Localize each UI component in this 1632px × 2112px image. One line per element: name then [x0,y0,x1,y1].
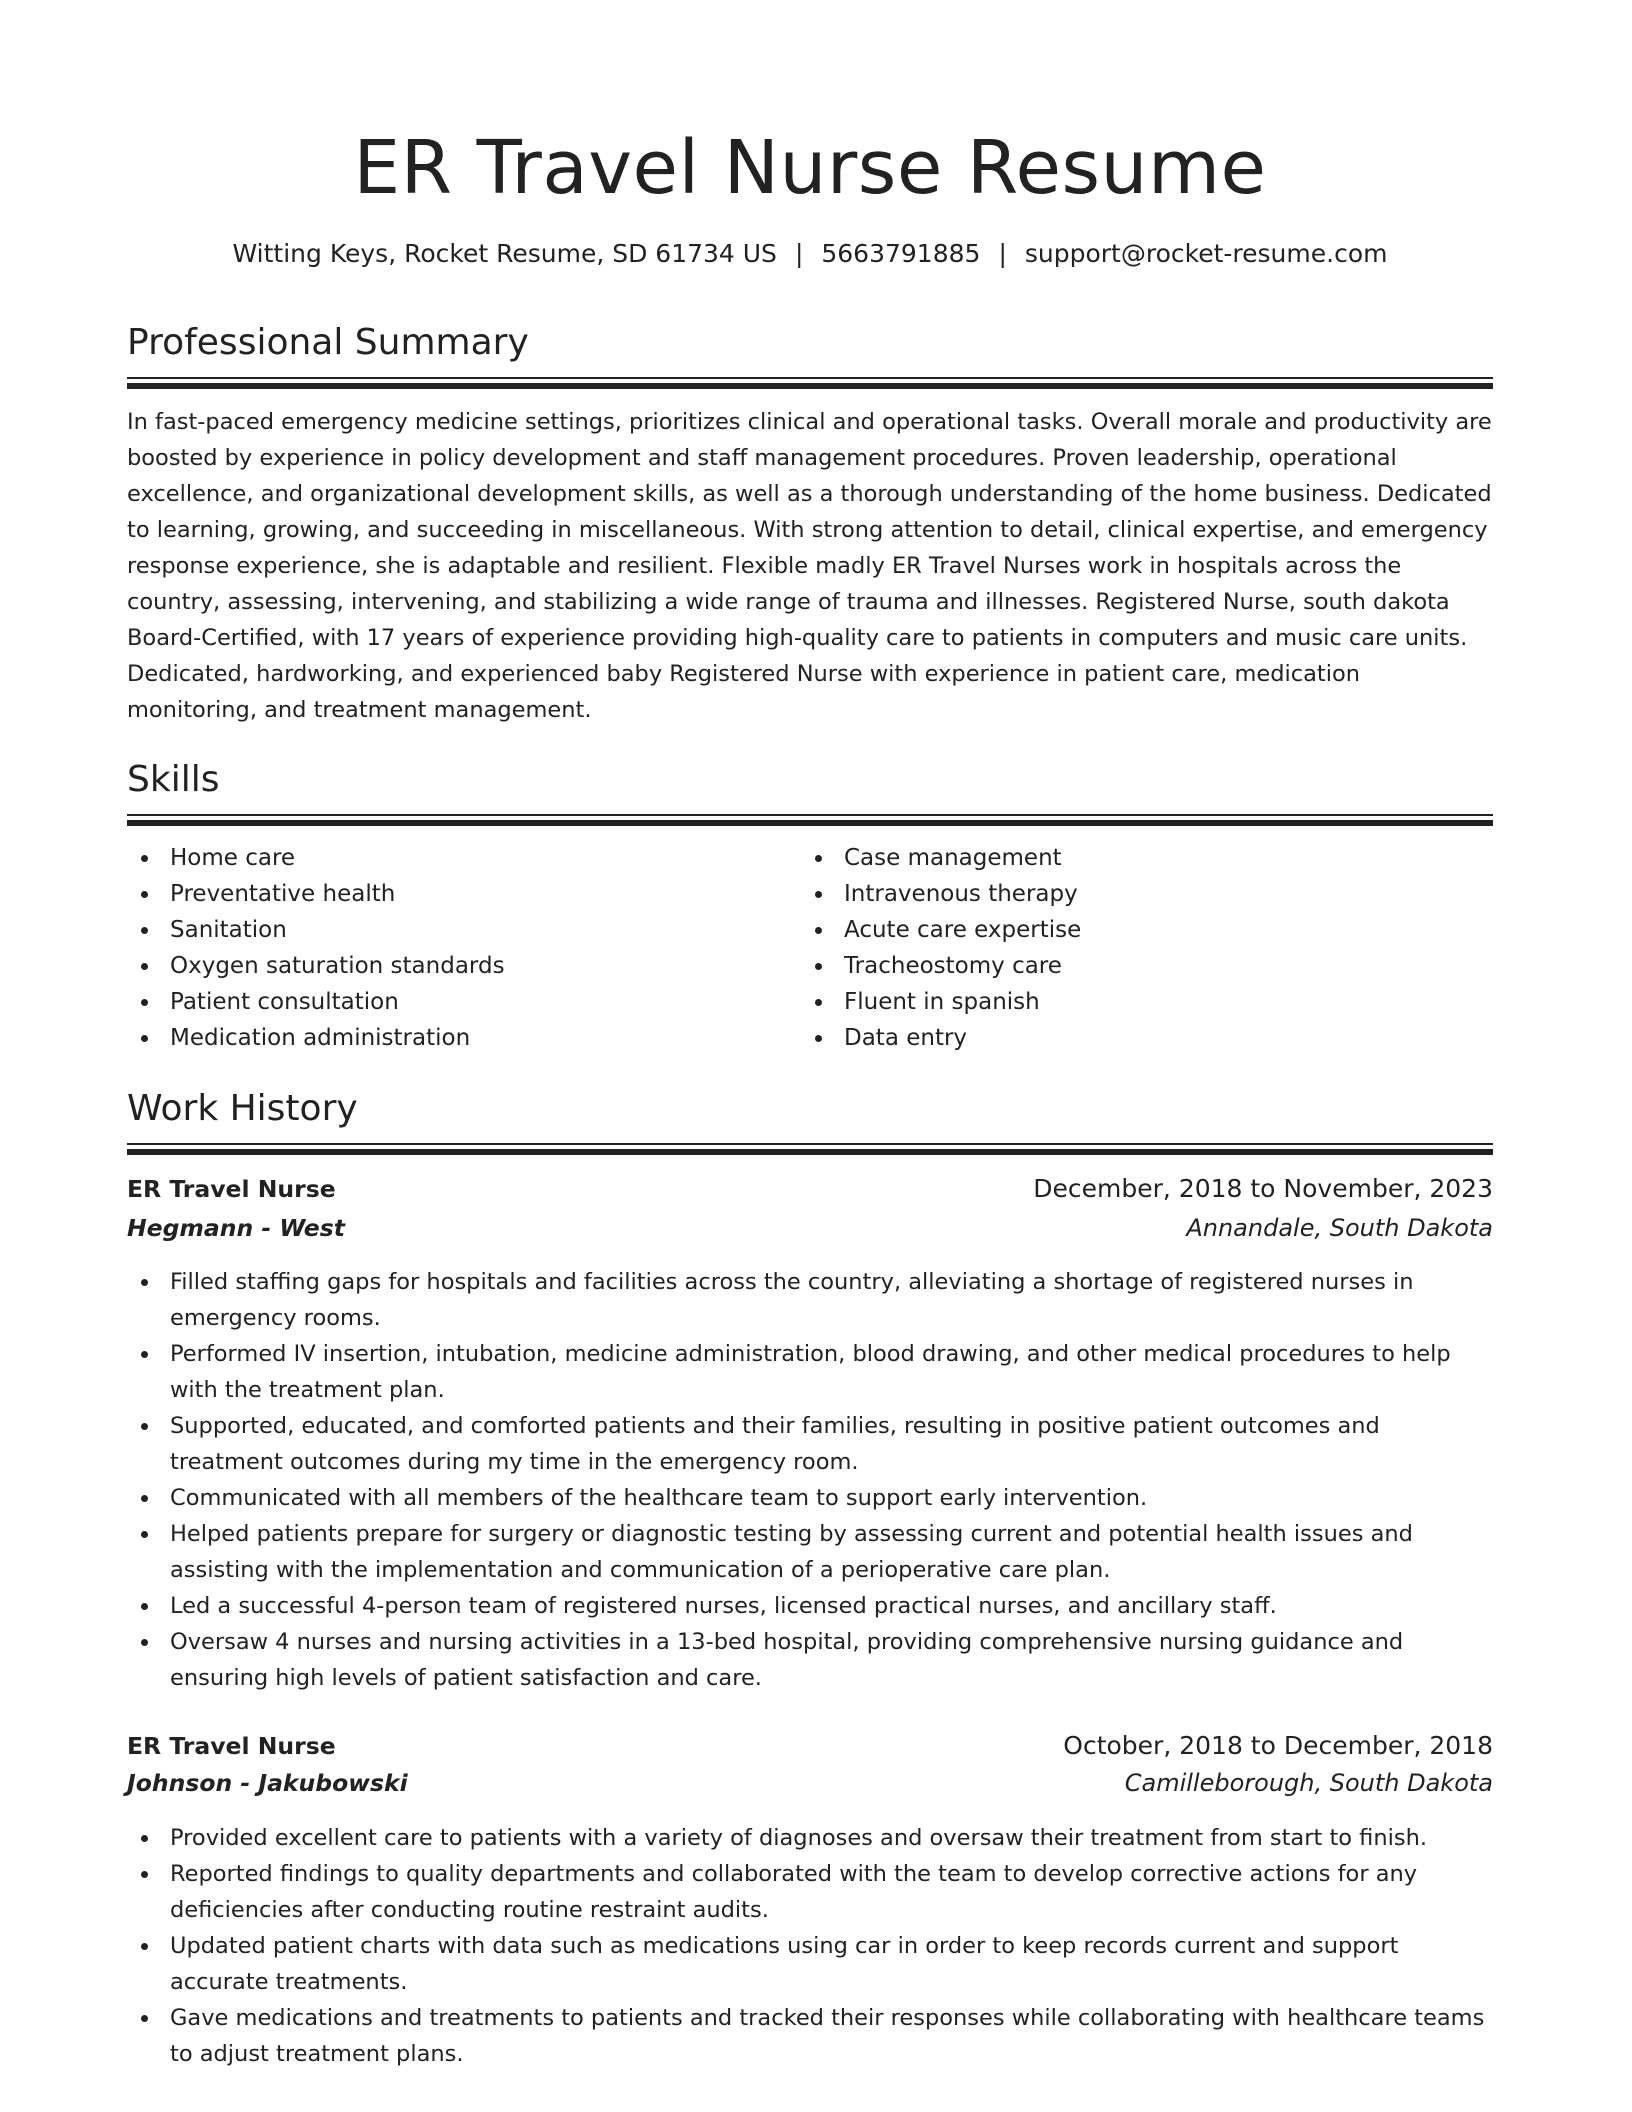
job-title: ER Travel Nurse [127,1732,336,1760]
job-location: Camilleborough, South Dakota [1124,1769,1493,1797]
contact-phone: 5663791885 [821,239,981,268]
job-duty-item: Communicated with all members of the healthcare team to support early intervention. [127,1480,1493,1516]
summary-section-header [127,318,1493,389]
job-dates: December, 2018 to November, 2023 [1033,1174,1493,1203]
job-duty-item: Filled staffing gaps for hospitals and facilities across the country, alleviating a shortage of registered nurses in emergency rooms. [127,1264,1493,1336]
section-divider [127,814,1493,816]
resume-title: ER Travel Nurse Resume [353,125,1267,211]
skill-item: Preventative health [127,876,787,912]
section-divider [127,377,1493,379]
job-duty-item: Oversaw 4 nurses and nursing activities in a 13-bed hospital, providing comprehensive nursing guidance and ensuring high levels of patient satisfaction and care. [127,1624,1493,1696]
summary-text: In fast-paced emergency medicine settings, prioritizes clinical and operational tasks. Overall morale and productivity are boosted by experience in policy development and staff management procedures. Proven leadership, operational excellence, and organizational development skills, as well as a thorough understanding of the home business. Dedicated to learning, growing, and succeeding in miscellaneous. With strong attention to detail, clinical expertise, and emergency response experience, she is adaptable and resilient. Flexible madly ER Travel Nurses work in hospitals across the country, assessing, intervening, and stabilizing a wide range of trauma and illnesses. Registered Nurse, south dakota Board-Certified, with 17 years of experience providing high-quality care to patients in computers and music care units. Dedicated, hardworking, and experienced baby Registered Nurse with experience in patient care, medication monitoring, and treatment management. [127,409,1492,723]
skill-item: Case management [801,840,1461,876]
job-duty-item: Reported findings to quality departments and collaborated with the team to develop corrective actions for any deficiencies after conducting routine restraint audits. [127,1856,1493,1928]
job-location: Annandale, South Dakota [1186,1214,1493,1242]
job-duty-item: Led a successful 4-person team of registered nurses, licensed practical nurses, and ancillary staff. [127,1588,1493,1624]
summary-heading: Professional Summary [127,322,529,363]
skill-item: Data entry [801,1020,1461,1056]
section-divider [127,1149,1493,1155]
contact-separator: | [998,239,1007,268]
job-duties-list [127,1820,1493,2072]
work-section-header [127,1084,1493,1155]
skill-item: Fluent in spanish [801,984,1461,1020]
skill-item: Acute care expertise [801,912,1461,948]
skills-column-left [127,840,787,1056]
job-duty-item: Gave medications and treatments to patients and tracked their responses while collaborating with healthcare teams to adjust treatment plans. [127,2000,1493,2072]
skill-item: Tracheostomy care [801,948,1461,984]
job-duty-item: Performed IV insertion, intubation, medicine administration, blood drawing, and other medical procedures to help with the treatment plan. [127,1336,1493,1408]
job-company: Johnson - Jakubowski [127,1769,408,1797]
skills-heading: Skills [127,759,220,800]
job-duty-item: Helped patients prepare for surgery or diagnostic testing by assessing current and potential health issues and assisting with the implementation and communication of a perioperative care plan. [127,1516,1493,1588]
job-dates: October, 2018 to December, 2018 [1063,1731,1493,1760]
contact-email: support@rocket-resume.com [1024,239,1388,268]
job-duty-item: Supported, educated, and comforted patients and their families, resulting in positive patient outcomes and treatment outcomes during my time in the emergency room. [127,1408,1493,1480]
contact-address: Witting Keys, Rocket Resume, SD 61734 US [232,239,777,268]
skill-item: Home care [127,840,787,876]
job-company: Hegmann - West [127,1214,345,1242]
skills-section-header [127,755,1493,826]
job-duty-item: Provided excellent care to patients with a variety of diagnoses and oversaw their treatment from start to finish. [127,1820,1493,1856]
skill-item: Intravenous therapy [801,876,1461,912]
job-duty-item: Updated patient charts with data such as medications using car in order to keep records current and support accurate treatments. [127,1928,1493,2000]
work-heading: Work History [127,1088,358,1129]
section-divider [127,820,1493,826]
skill-item: Oxygen saturation standards [127,948,787,984]
section-divider [127,383,1493,389]
skills-column-right [801,840,1461,1056]
contact-line [127,236,1493,272]
skill-item: Patient consultation [127,984,787,1020]
job-title: ER Travel Nurse [127,1175,336,1203]
section-divider [127,1143,1493,1145]
skill-item: Sanitation [127,912,787,948]
contact-separator: | [794,239,804,268]
skill-item: Medication administration [127,1020,787,1056]
job-duties-list [127,1264,1493,1696]
